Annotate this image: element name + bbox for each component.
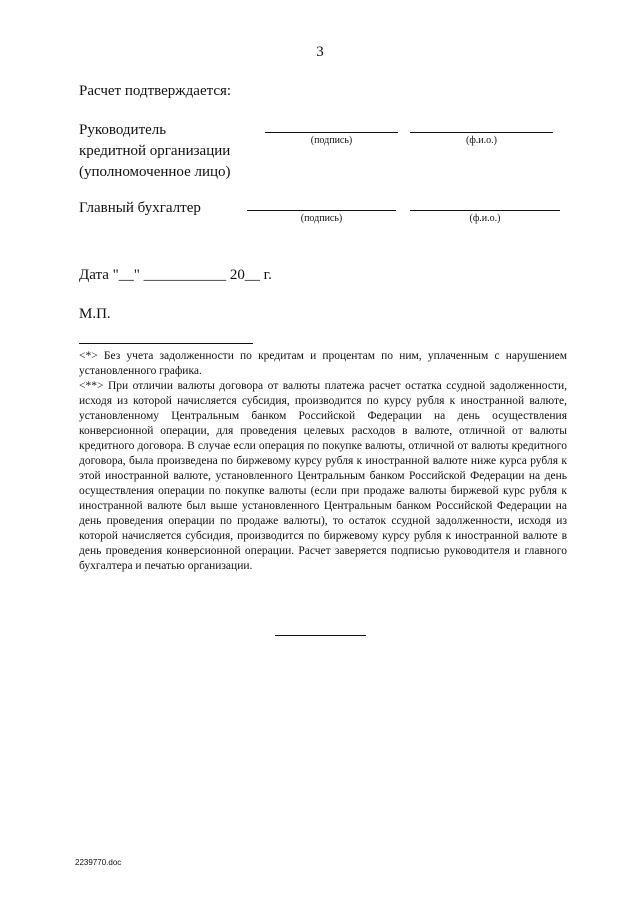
head-role-line: (уполномоченное лицо) (79, 164, 231, 180)
head-name-caption: (ф.и.о.) (466, 135, 497, 146)
head-role-line: Руководитель (79, 122, 167, 138)
accountant-name-line (410, 210, 560, 211)
head-name-line (410, 132, 553, 133)
accountant-name-caption: (ф.и.о.) (469, 213, 501, 224)
file-name: 2239770.doc (75, 858, 122, 867)
footnote-1: <*> Без учета задолженности по кредитам и процентам по ним, уплаченным с нарушением установленного графика. (79, 350, 567, 377)
head-role-line: кредитной организации (79, 143, 231, 159)
head-role-label (79, 120, 231, 183)
footnote-separator (79, 343, 253, 344)
confirmation-heading: Расчет подтверждается: (79, 83, 232, 99)
stamp-label: М.П. (79, 306, 111, 322)
page-number: 3 (316, 44, 324, 60)
accountant-signature-line (247, 210, 396, 211)
accountant-label: Главный бухгалтер (79, 200, 201, 216)
head-signature-line (265, 132, 398, 133)
footnote-2: <**> При отличии валюты договора от валюты платежа расчет остатка ссудной задолженности, исходя из которой начисляется субсидия, производится по курсу рубля к иностранной валюте, установленному Центральным банком Российской Федерации на день осуществления конверсионной операции, для проведения целевых расходов в валюте, отличной от валюты кредитного договора. В случае если операция по покупке валюты, отличной от валюты кредитного договора, была произведена по биржевому курсу рубля к иностранной валюте ниже курса рубля к этой иностранной валюте, установленного Центральным банком Российской Федерации на день осуществления операции по покупке валюты (если при продаже валюты биржевой курс рубля к иностранной валюте был выше установленного Центральным банком Российской Федерации на день проведения операции по продаже валюты), то остаток ссудной задолженности, исходя из которой начисляется субсидия, производится по биржевому курсу рубля к иностранной валюте в день проведения конверсионной операции. Расчет заверяется подписью руководителя и главного бухгалтера и печатью организации. (79, 380, 567, 572)
head-signature-caption: (подпись) (310, 135, 353, 146)
end-rule (275, 635, 366, 636)
accountant-signature-caption: (подпись) (300, 213, 343, 224)
date-line: Дата "__" ___________ 20__ г. (79, 267, 272, 283)
